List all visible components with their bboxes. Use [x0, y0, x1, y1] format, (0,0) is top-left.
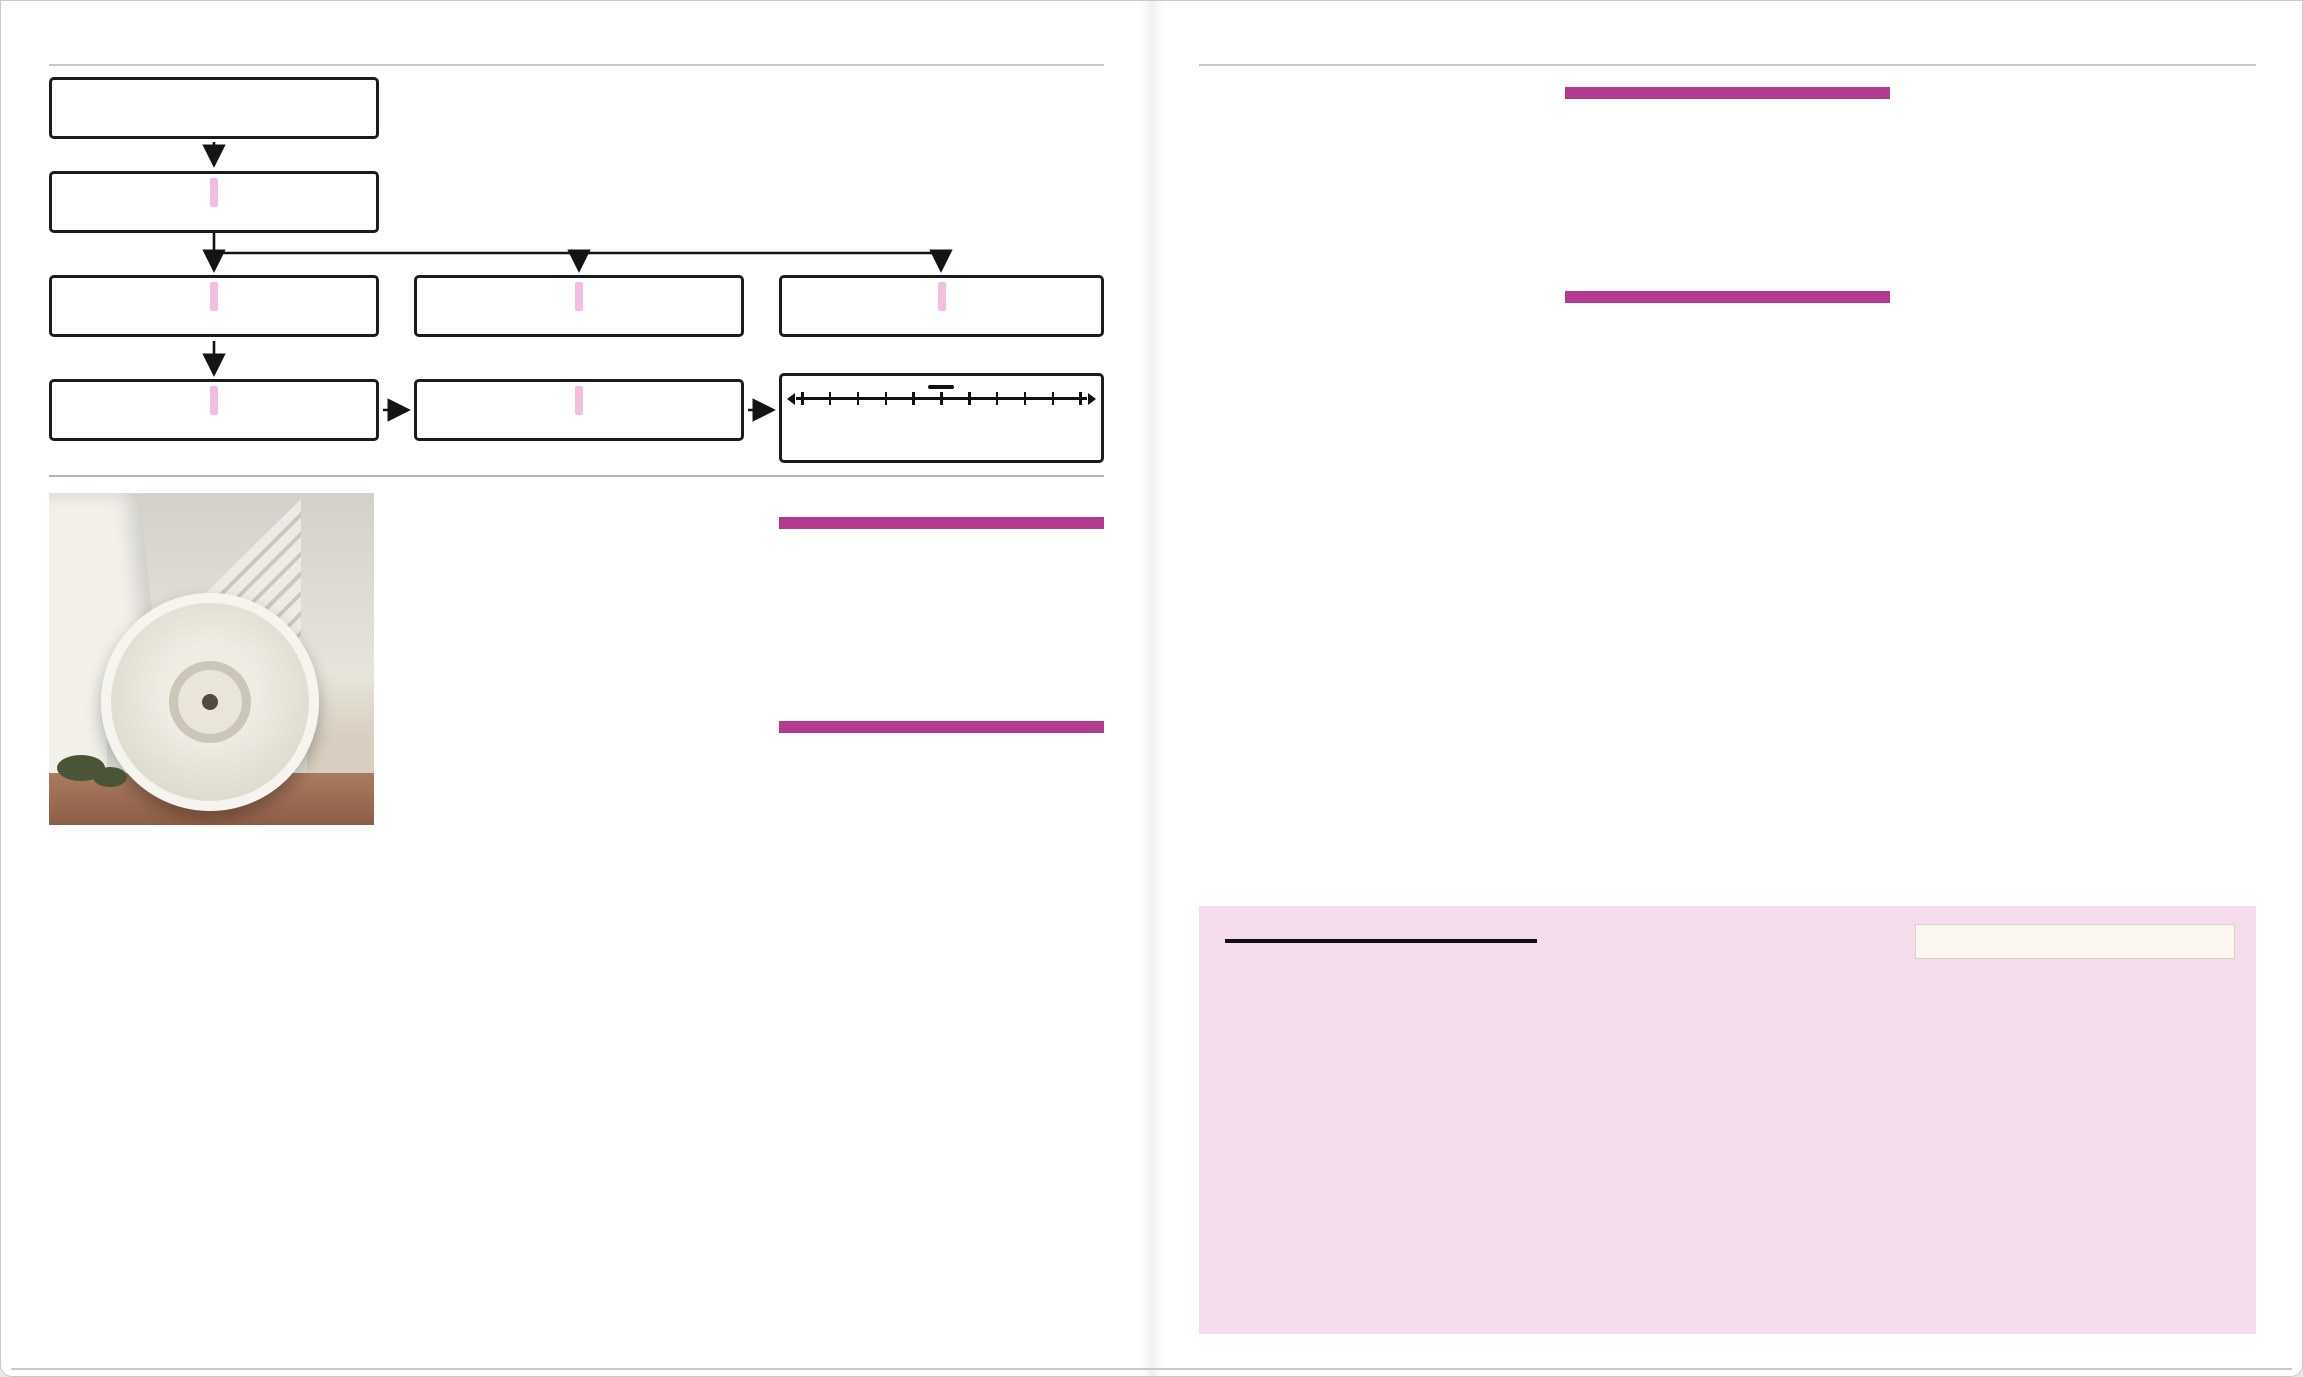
- article-column-2: [779, 493, 1104, 733]
- numeral-box-muslim-spain: [49, 275, 379, 337]
- numeral-box-europe-16th-century: [414, 379, 744, 441]
- numeral-box-europe-15th-century: [49, 379, 379, 441]
- number-line-ticks: [782, 385, 1101, 389]
- article-column-3: [1199, 87, 1524, 111]
- photo-disc-hub: [202, 694, 218, 710]
- photo-shrub: [93, 767, 127, 787]
- quote-bar-bottom: [1565, 291, 1890, 303]
- open-quote-icon: [779, 549, 1104, 621]
- numeral-glyphs: [52, 178, 376, 208]
- numeral-glyphs: [52, 282, 376, 312]
- quote-bar-top: [779, 517, 1104, 529]
- photo-sundial-disc: [101, 593, 319, 811]
- photo-disc-ring: [169, 661, 251, 743]
- numeral-box-arabia: [414, 275, 744, 337]
- article-column-5: [1931, 87, 2256, 111]
- numeral-glyphs: [417, 386, 741, 416]
- highlighted-zero: [575, 386, 583, 415]
- quote-bar-bottom: [779, 721, 1104, 733]
- numeral-box-india-11th-century: [779, 275, 1104, 337]
- treviso-box-title: [1225, 930, 1537, 943]
- page-edge: [11, 1368, 2292, 1370]
- number-line-box: [779, 373, 1104, 463]
- treviso-arithmetic-box: [1199, 906, 2256, 1334]
- pull-quote-steven-wright: [779, 517, 1104, 733]
- close-quote-icon: [779, 633, 1104, 705]
- highlighted-zero: [575, 282, 583, 311]
- page-header-left: [49, 25, 65, 56]
- zero-tick: [928, 385, 954, 389]
- pull-quote-bill-gates: [1565, 87, 1890, 303]
- highlighted-zero: [210, 178, 218, 207]
- article-column-1: [414, 493, 739, 517]
- numeral-glyphs: [782, 282, 1101, 312]
- numeral-glyphs: [417, 282, 741, 312]
- header-rule-left: [49, 64, 1104, 66]
- quote-bar-top: [1565, 87, 1890, 99]
- highlighted-zero: [210, 282, 218, 311]
- numeral-box-india-9th-century: [49, 171, 379, 233]
- close-quote-icon: [1565, 203, 1890, 275]
- header-rule-right: [1199, 64, 2256, 66]
- treviso-column-3: [1915, 924, 2235, 971]
- open-quote-icon: [1565, 119, 1890, 191]
- highlighted-zero: [210, 386, 218, 415]
- number-line: [796, 392, 1087, 405]
- page-header-right: [2238, 25, 2254, 56]
- page-gutter: [1141, 1, 1163, 1376]
- treviso-column-1: [1225, 930, 1537, 958]
- numeral-box-india-1st-century: [49, 77, 379, 139]
- numeral-glyphs: [52, 386, 376, 416]
- highlighted-zero: [938, 282, 946, 311]
- nadi-yali-yantra-photo: [49, 493, 374, 825]
- lattice-multiplication-image: [1915, 924, 2235, 959]
- article-column-4: [1565, 87, 1890, 345]
- section-divider: [49, 475, 1104, 477]
